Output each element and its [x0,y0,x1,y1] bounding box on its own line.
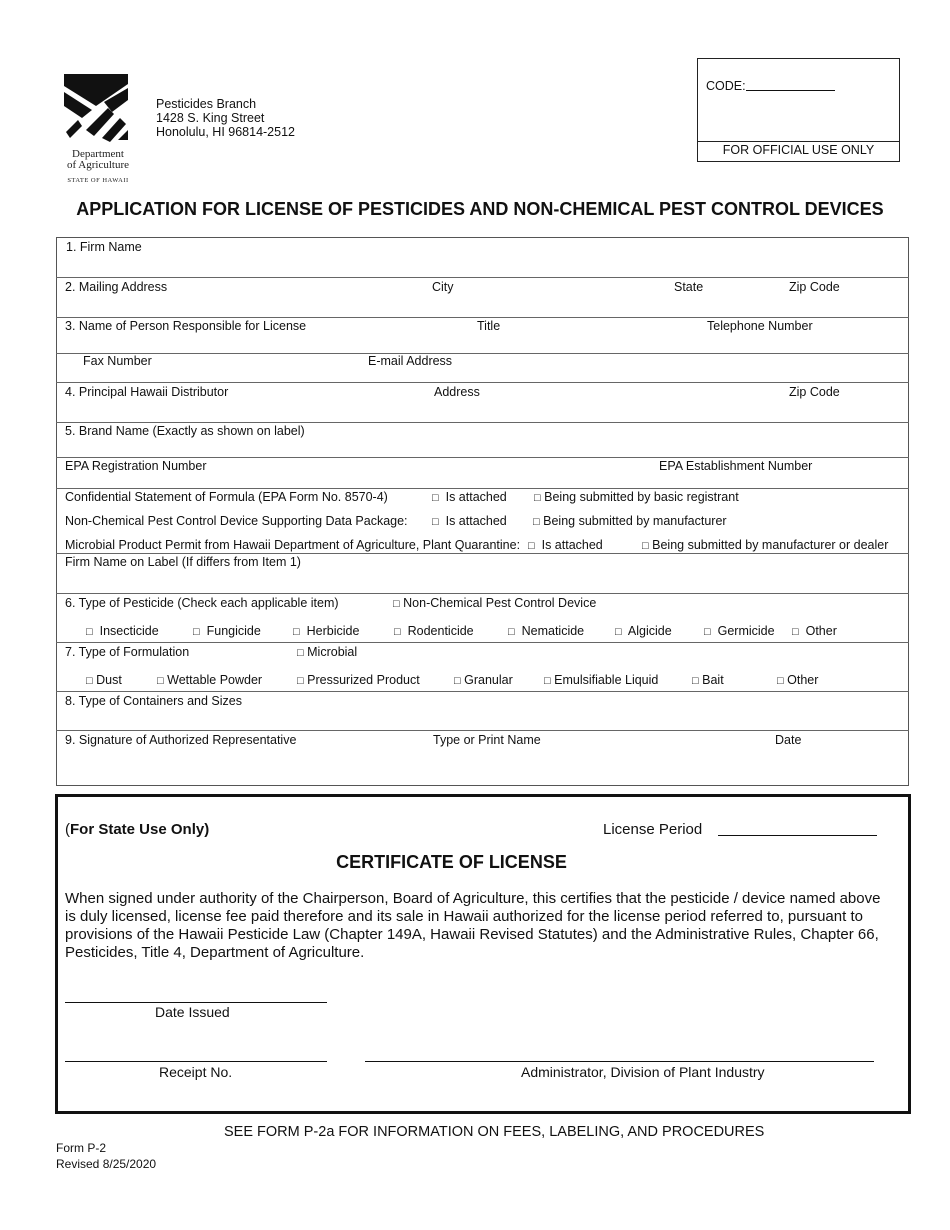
mailing-address-label: 2. Mailing Address [65,280,168,294]
state-label: State [674,280,704,294]
checkbox-icon[interactable]: □ [297,675,304,687]
page-title: APPLICATION FOR LICENSE OF PESTICIDES AND NON-CHEMICAL PEST CONTROL DEVICES [76,199,884,219]
checkbox-icon[interactable]: □ [394,626,401,638]
signature-label: 9. Signature of Authorized Representative [65,733,297,747]
code-box-divider [698,141,899,142]
administrator-signature-field[interactable] [365,1061,874,1062]
checkbox-icon[interactable]: □ [157,675,164,687]
email-label: E-mail Address [368,354,453,368]
formulation-option[interactable]: □ Bait [692,673,724,687]
city-label: City [432,280,454,294]
row-divider [56,553,909,554]
date-issued-field[interactable] [65,1002,327,1003]
logo-line2: of Agriculture [66,159,129,171]
formulation-option[interactable]: □ Granular [454,673,513,687]
logo-line3: STATE OF HAWAII [67,177,129,184]
pesticide-type-label: 6. Type of Pesticide (Check each applicable item) [65,596,339,610]
row-divider [56,642,909,643]
row-divider [56,457,909,458]
certificate-title: CERTIFICATE OF LICENSE [336,852,567,872]
zip-code-label: Zip Code [789,280,840,294]
microbial-attached-option[interactable]: □ Is attached [528,538,603,552]
date-issued-label: Date Issued [155,1004,230,1020]
department-logo [62,72,134,186]
microbial-permit-label: Microbial Product Permit from Hawaii Department of Agriculture, Plant Quarantine: [65,538,521,552]
containers-label: 8. Type of Containers and Sizes [65,694,242,708]
checkbox-icon[interactable]: □ [642,540,649,552]
brand-name-label: 5. Brand Name (Exactly as shown on label) [65,424,305,438]
print-name-label: Type or Print Name [433,733,541,747]
checkbox-icon[interactable]: □ [454,675,461,687]
firm-name-label: 1. Firm Name [66,240,142,254]
nonchem-data-label: Non-Chemical Pest Control Device Supporting Data Package: [65,514,408,528]
confidential-attached-option[interactable]: □ Is attached [432,490,507,504]
pesticide-option[interactable]: □ Algicide [615,624,672,638]
checkbox-icon[interactable]: □ [86,675,93,687]
checkbox-icon[interactable]: □ [534,492,541,504]
administrator-label: Administrator, Division of Plant Industry [521,1064,765,1080]
address-line1: Pesticides Branch [156,97,257,111]
formulation-option[interactable]: □ Dust [86,673,122,687]
official-code-box [697,58,900,162]
official-use-label: FOR OFFICIAL USE ONLY [722,143,875,157]
distributor-address-label: Address [434,385,480,399]
row-divider [56,277,909,278]
form-id: Form P-2 [56,1141,107,1155]
certificate-text: When signed under authority of the Chairperson, Board of Agriculture, this certifies that the pesticide / device named above is duly licensed, license fee paid therefore and its sale in Hawaii authorized for the license period referred to, pursuant to provisions of the Hawaii Pesticide Law (Chapter 149A, Hawaii Revised Statutes) and the Administrative Rules, Chapter 66, Pesticides, Title 4, Department of Agriculture. [65,890,881,961]
date-label: Date [775,733,802,747]
formulation-type-label: 7. Type of Formulation [65,645,190,659]
receipt-no-field[interactable] [65,1061,327,1062]
checkbox-icon[interactable]: □ [86,626,93,638]
branch-address [156,97,295,139]
pesticide-option[interactable]: □ Herbicide [293,624,360,638]
state-use-heading: (For State Use Only) [65,821,210,838]
firm-on-label-label: Firm Name on Label (If differs from Item 1) [65,555,301,569]
row-divider [56,730,909,731]
fax-label: Fax Number [83,354,152,368]
row-divider [56,317,909,318]
person-responsible-label: 3. Name of Person Responsible for License [65,319,307,333]
formulation-option[interactable]: □ Other [777,673,819,687]
distributor-zip-label: Zip Code [789,385,840,399]
checkbox-icon[interactable]: □ [792,626,799,638]
checkbox-icon[interactable]: □ [777,675,784,687]
checkbox-icon[interactable]: □ [544,675,551,687]
formulation-option[interactable]: □ Wettable Powder [157,673,263,687]
address-line3: Honolulu, HI 96814-2512 [156,125,295,139]
microbial-dealer-option[interactable]: □ Being submitted by manufacturer or dealer [642,538,889,552]
checkbox-icon[interactable]: □ [432,492,439,504]
title-label: Title [477,319,501,333]
formulation-option[interactable]: □ Pressurized Product [297,673,420,687]
nonchem-device-option[interactable]: □ Non-Chemical Pest Control Device [393,596,597,610]
checkbox-icon[interactable]: □ [297,647,304,659]
pesticide-option[interactable]: □ Fungicide [193,624,261,638]
epa-establishment-label: EPA Establishment Number [659,459,813,473]
formulation-option[interactable]: □ Emulsifiable Liquid [544,673,659,687]
checkbox-icon[interactable]: □ [533,516,540,528]
epa-registration-label: EPA Registration Number [65,459,207,473]
pesticide-option[interactable]: □ Germicide [704,624,775,638]
microbial-formulation-option[interactable]: □ Microbial [297,645,358,659]
license-period-field[interactable] [718,835,877,836]
checkbox-icon[interactable]: □ [528,540,535,552]
pesticide-option[interactable]: □ Nematicide [508,624,585,638]
code-field[interactable] [746,90,835,91]
revised-date: Revised 8/25/2020 [56,1157,157,1171]
row-divider [56,422,909,423]
checkbox-icon[interactable]: □ [704,626,711,638]
nonchem-manufacturer-option[interactable]: □ Being submitted by manufacturer [533,514,727,528]
address-line2: 1428 S. King Street [156,111,265,125]
nonchem-attached-option[interactable]: □ Is attached [432,514,507,528]
row-divider [56,691,909,692]
checkbox-icon[interactable]: □ [293,626,300,638]
row-divider [56,593,909,594]
telephone-label: Telephone Number [707,319,813,333]
see-form-note: SEE FORM P-2a FOR INFORMATION ON FEES, LABELING, AND PROCEDURES [224,1124,765,1140]
checkbox-icon[interactable]: □ [193,626,200,638]
checkbox-icon[interactable]: □ [393,598,400,610]
checkbox-icon[interactable]: □ [615,626,622,638]
row-divider [56,488,909,489]
checkbox-icon[interactable]: □ [692,675,699,687]
row-divider [56,353,909,354]
pesticide-option[interactable]: □ Rodenticide [394,624,474,638]
logo-line1: Department [72,148,124,160]
checkbox-icon[interactable]: □ [508,626,515,638]
checkbox-icon[interactable]: □ [432,516,439,528]
license-period-label: License Period [603,821,703,838]
code-label: CODE: [706,79,746,93]
department-logo-icon [62,72,132,144]
distributor-label: 4. Principal Hawaii Distributor [65,385,229,399]
confidential-statement-label: Confidential Statement of Formula (EPA Form No. 8570-4) [65,490,388,504]
row-divider [56,382,909,383]
confidential-registrant-option[interactable]: □ Being submitted by basic registrant [534,490,739,504]
receipt-no-label: Receipt No. [159,1064,233,1080]
pesticide-option[interactable]: □ Insecticide [86,624,159,638]
pesticide-option[interactable]: □ Other [792,624,837,638]
